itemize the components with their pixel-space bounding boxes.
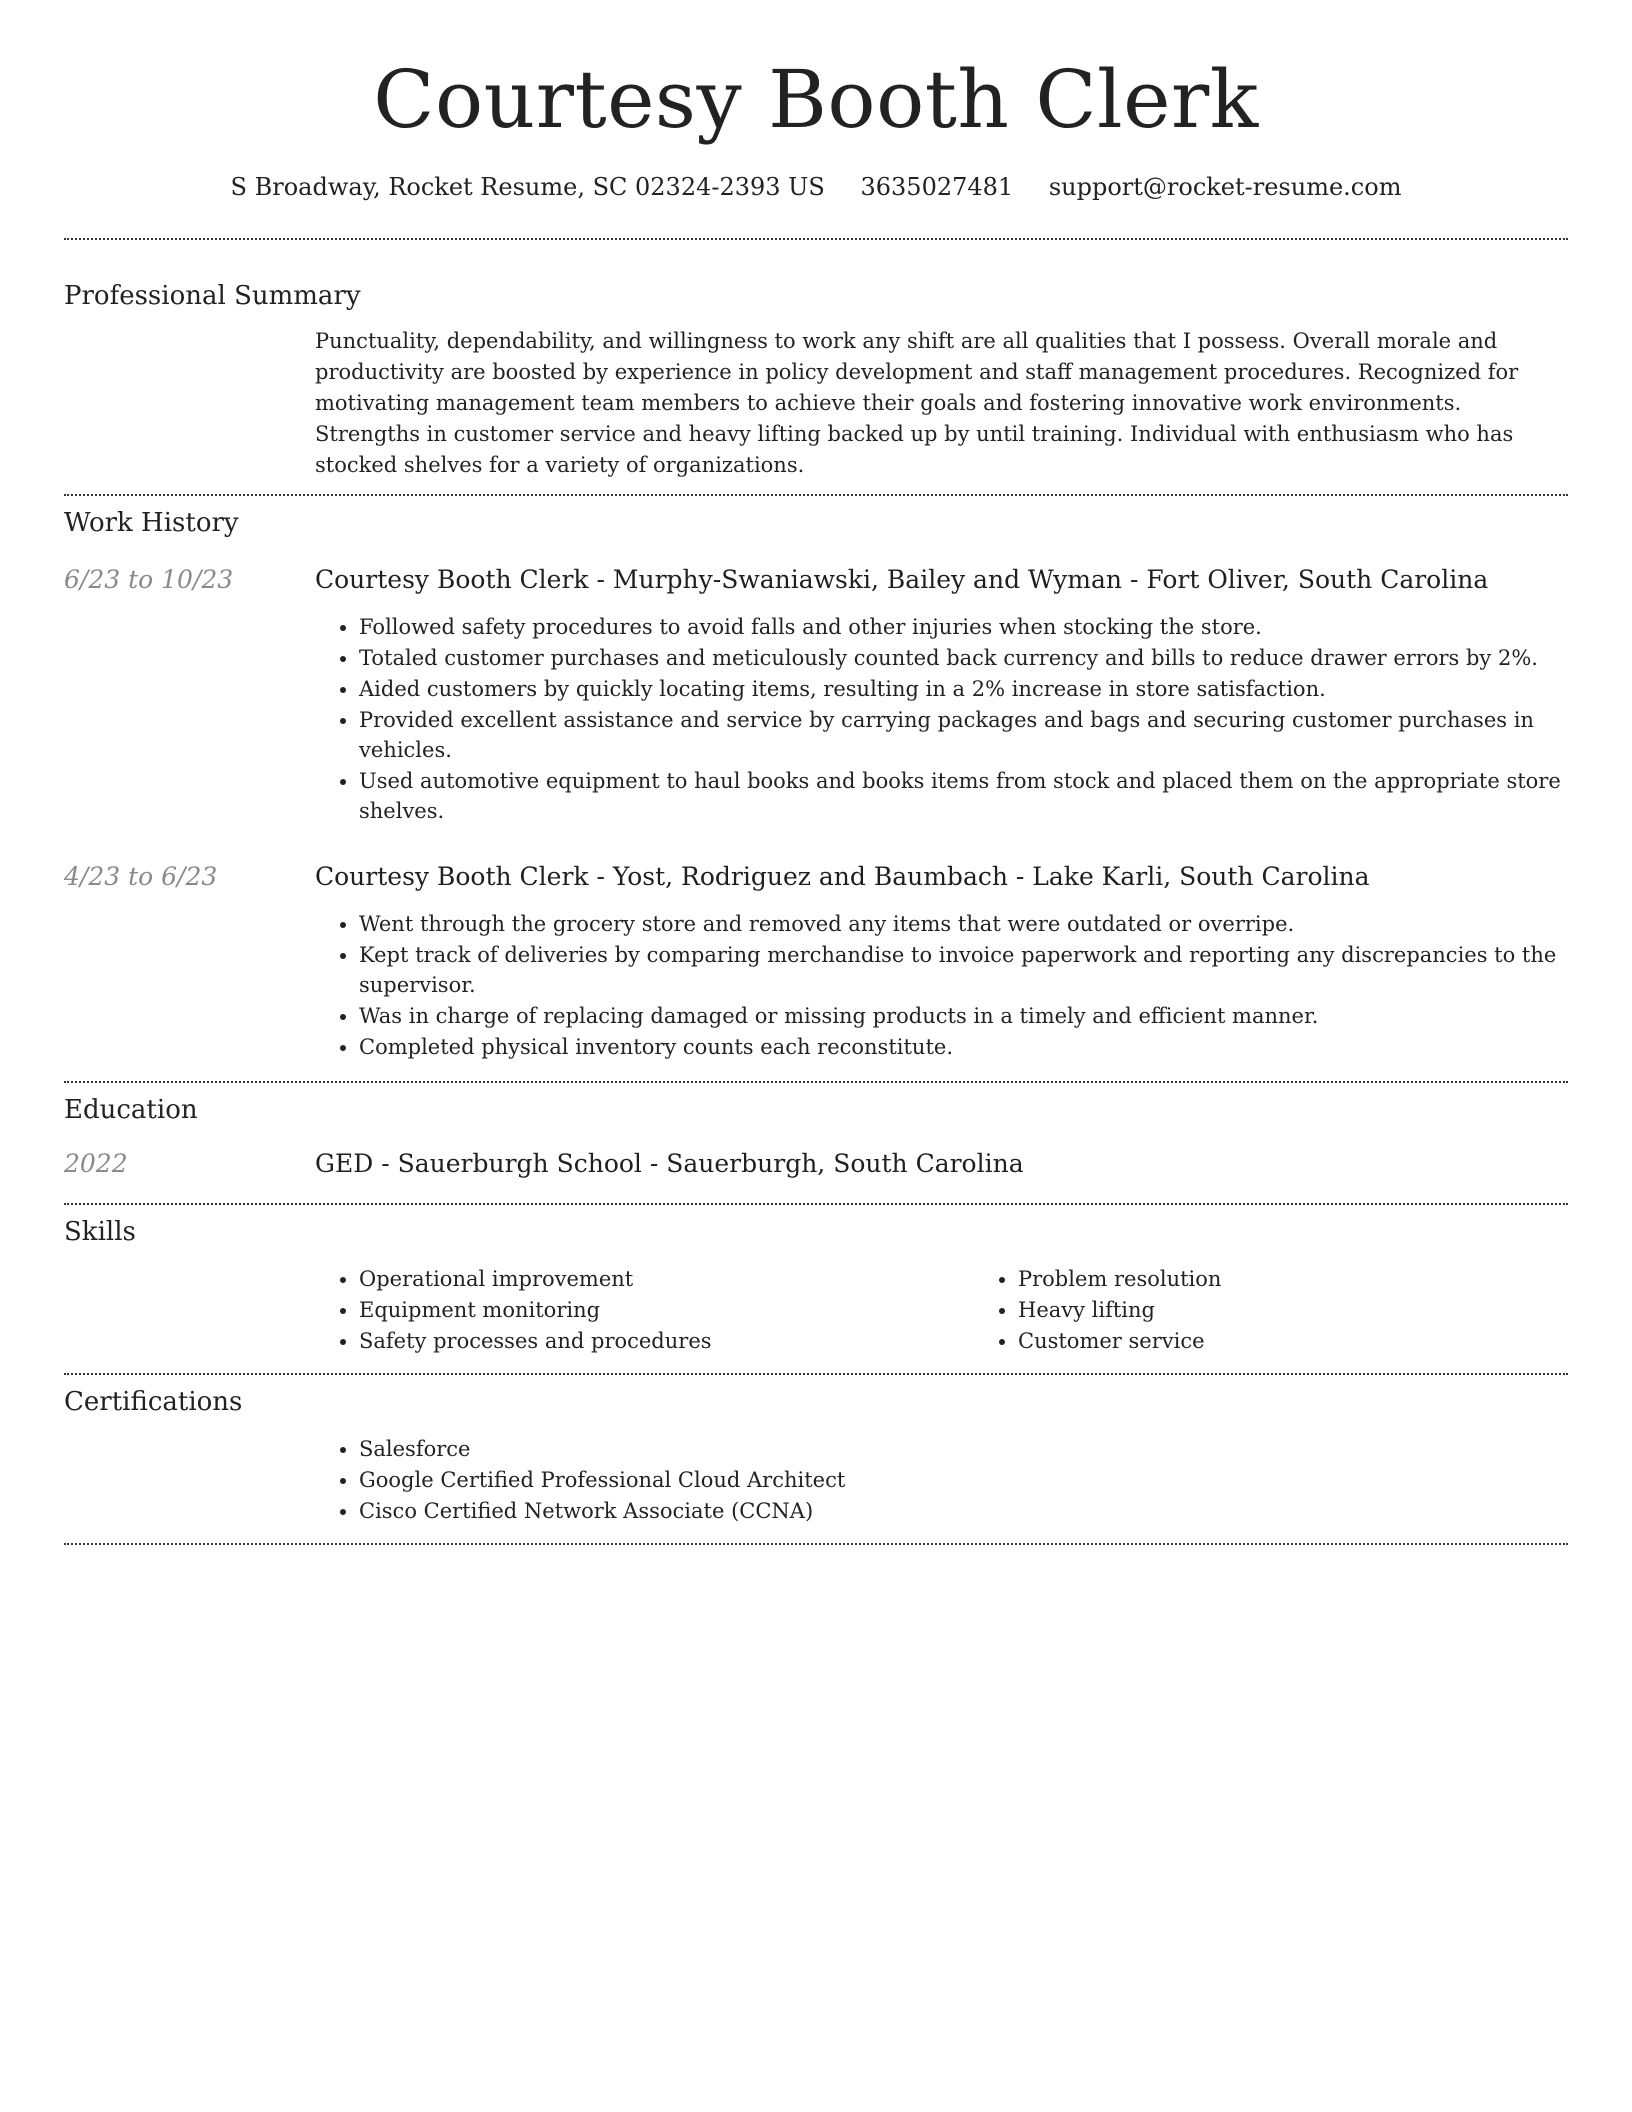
list-item: • Totaled customer purchases and meticulously counted back currency and bills to reduce drawer errors by 2%. [359,643,1568,673]
section-divider [64,1543,1568,1545]
list-item: • Went through the grocery store and removed any items that were outdated or overripe. [359,909,1568,939]
job-dates: 6/23 to 10/23 [64,565,234,594]
list-item: • Customer service [1018,1326,1632,1356]
skills-heading: Skills [64,1217,136,1247]
list-item: • Provided excellent assistance and service by carrying packages and bags and securing customer purchases in vehicles. [359,705,1568,765]
certifications-row [64,1434,1568,1527]
contact-line [64,172,1568,202]
summary-text: Punctuality, dependability, and willingness to work any shift are all qualities that I possess. Overall morale and productivity are boosted by experience in policy development and staff management procedures. Recognized for motivating management team members to achieve their goals and fostering innovative work environments. Strengths in customer service and heavy lifting backed up by until training. Individual with enthusiasm who has stocked shelves for a variety of organizations. [315,329,1519,477]
list-item: • Problem resolution [1018,1264,1632,1294]
job-bullets [315,909,1568,1062]
education-school: - Sauerburgh School - Sauerburgh, South Carolina [373,1149,1024,1178]
candidate-name: Courtesy Booth Clerk [373,53,1259,146]
job-bullets [315,612,1568,826]
section-divider [64,494,1568,496]
certifications-list [315,1434,1568,1526]
list-item: • Completed physical inventory counts each reconstitute. [359,1032,1568,1062]
list-item: • Was in charge of replacing damaged or missing products in a timely and efficient manner. [359,1001,1568,1031]
job-role: Courtesy Booth Clerk [315,862,589,891]
contact-phone: 3635027481 [860,173,1014,201]
skills-row [64,1264,1568,1357]
job-role: Courtesy Booth Clerk [315,565,589,594]
skills-list-right [974,1264,1632,1357]
list-item: • Operational improvement [359,1264,974,1294]
certifications-heading: Certifications [64,1387,243,1417]
job-dates: 4/23 to 6/23 [64,862,218,891]
list-item: • Salesforce [359,1434,1568,1464]
list-item: • Kept track of deliveries by comparing merchandise to invoice paperwork and reporting any discrepancies to the supervisor. [359,940,1568,1000]
list-item: • Aided customers by quickly locating items, resulting in a 2% increase in store satisfaction. [359,674,1568,704]
section-divider [64,238,1568,240]
job-entry [64,861,1568,1063]
education-degree: GED [315,1149,374,1178]
list-item: • Followed safety procedures to avoid falls and other injuries when stocking the store. [359,612,1568,642]
summary-row [64,326,1568,481]
job-employer: - Murphy-Swaniawski, Bailey and Wyman - Fort Oliver, South Carolina [588,565,1489,594]
education-year: 2022 [64,1149,128,1178]
section-divider [64,1373,1568,1375]
list-item: • Google Certified Professional Cloud Architect [359,1465,1568,1495]
job-entry [64,564,1568,827]
resume-page [64,0,1568,1545]
job-employer: - Yost, Rodriguez and Baumbach - Lake Karli, South Carolina [588,862,1370,891]
section-divider [64,1081,1568,1083]
work-history-heading: Work History [64,508,239,538]
education-heading-line [315,1148,1568,1180]
education-entry [64,1148,1568,1180]
list-item: • Safety processes and procedures [359,1326,974,1356]
job-heading [315,564,1568,596]
list-item: • Used automotive equipment to haul books and books items from stock and placed them on the appropriate store shelves. [359,766,1568,826]
list-item: • Cisco Certified Network Associate (CCNA) [359,1496,1568,1526]
job-heading [315,861,1568,893]
summary-heading: Professional Summary [64,281,361,311]
section-divider [64,1203,1568,1205]
education-heading: Education [64,1095,198,1125]
skills-list-left [315,1264,974,1357]
contact-address: S Broadway, Rocket Resume, SC 02324-2393 US [230,173,825,201]
list-item: • Equipment monitoring [359,1295,974,1325]
contact-email: support@rocket-resume.com [1048,173,1402,201]
list-item: • Heavy lifting [1018,1295,1632,1325]
